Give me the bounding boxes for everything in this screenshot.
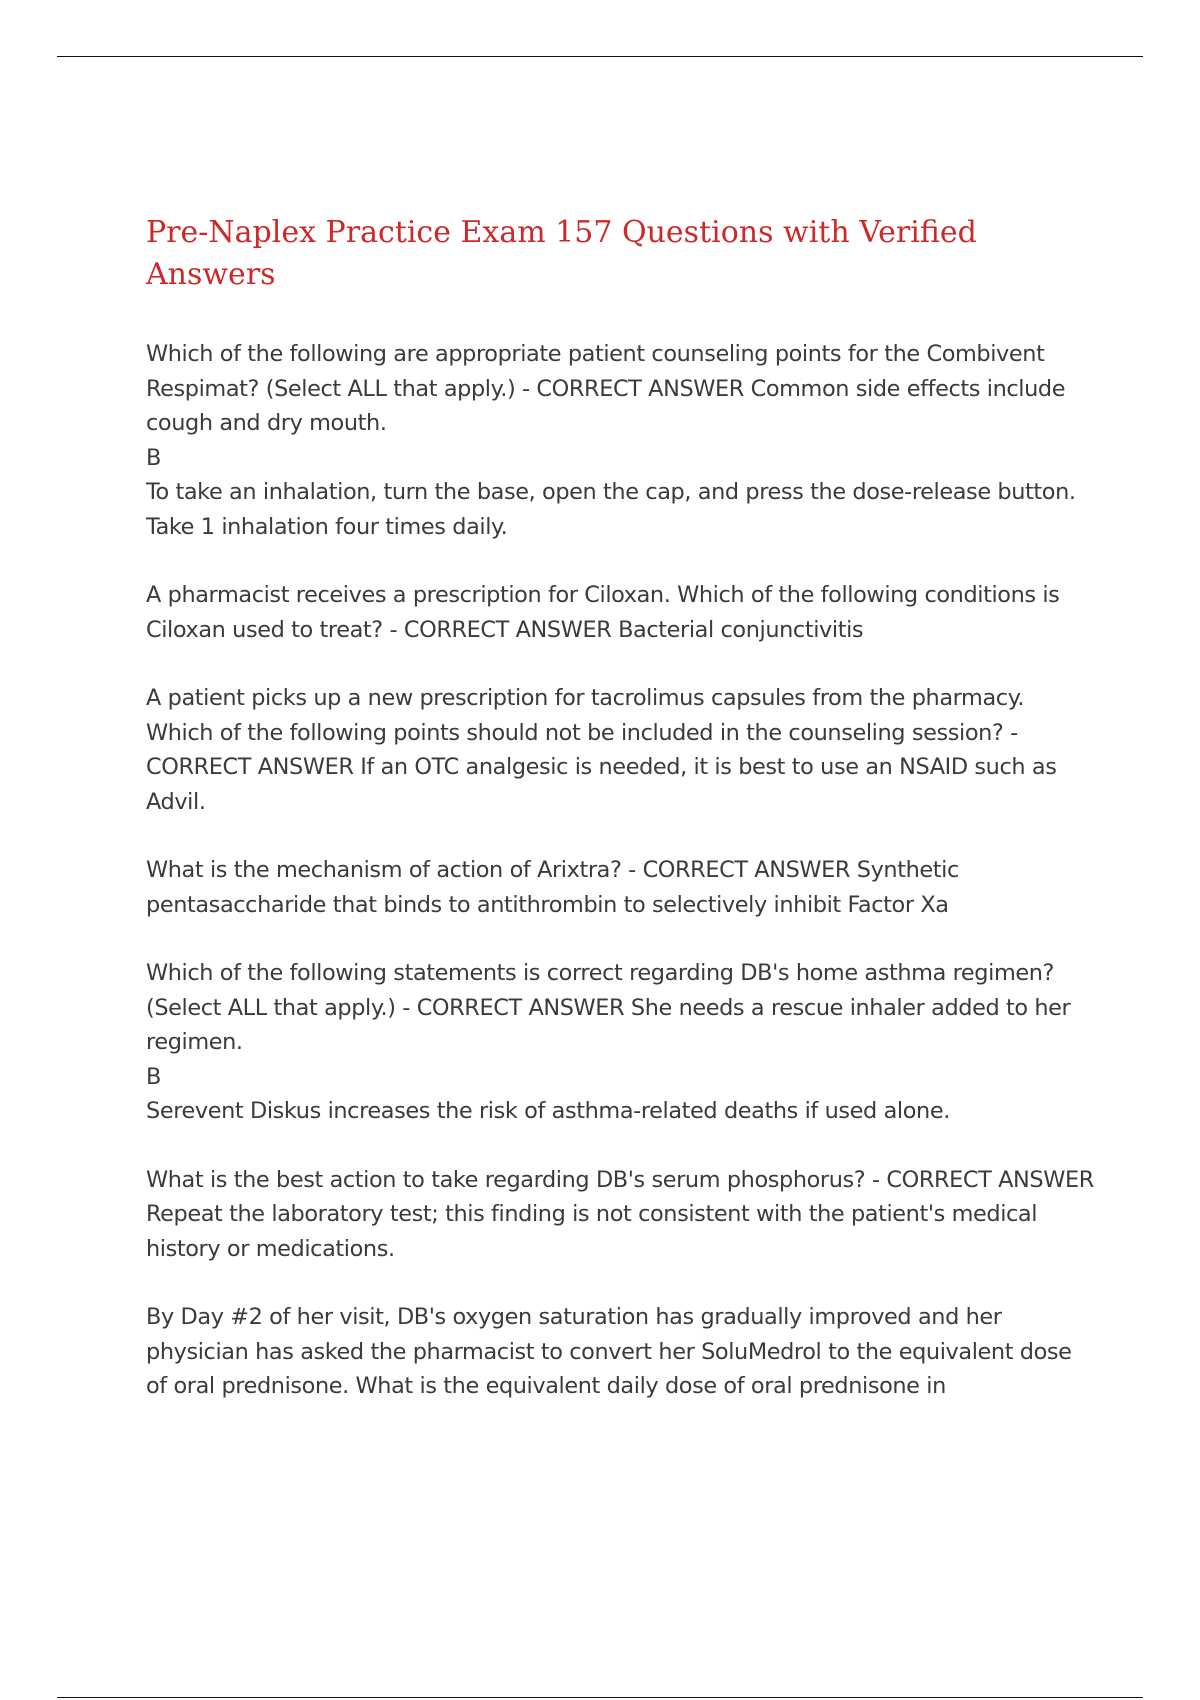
qa-line: By Day #2 of her visit, DB's oxygen saturation has gradually improved and her physician has asked the pharmacist to convert her SoluMedrol to the equivalent dose of oral prednisone. What is the equivalent daily dose of oral prednisone in (146, 1304, 1072, 1399)
qa-entry-3 (146, 681, 1096, 819)
qa-line: To take an inhalation, turn the base, open the cap, and press the dose-release button. (146, 479, 1076, 505)
qa-line: What is the mechanism of action of Arixtra? - CORRECT ANSWER Synthetic pentasaccharide that binds to antithrombin to selectively inhibit Factor Xa (146, 857, 959, 918)
qa-line: Which of the following are appropriate patient counseling points for the Combivent Respimat? (Select ALL that apply.) - CORRECT ANSWER Common side effects include cough and dry mouth. (146, 341, 1066, 436)
document-body (146, 212, 1096, 1438)
qa-entry-7 (146, 1300, 1096, 1404)
qa-entry-6 (146, 1163, 1096, 1267)
qa-entry-2 (146, 578, 1096, 647)
qa-line: B (146, 1063, 161, 1090)
qa-line: A pharmacist receives a prescription for Ciloxan. Which of the following conditions is Ciloxan used to treat? - CORRECT ANSWER Bacterial conjunctivitis (146, 582, 1060, 643)
qa-line: A patient picks up a new prescription for tacrolimus capsules from the pharmacy. Which of the following points should not be included in the counseling session? - CORRECT ANSWER If an OTC analgesic is needed, it is best to use an NSAID such as Advil. (146, 685, 1057, 815)
qa-line: B (146, 444, 161, 471)
qa-entry-5 (146, 956, 1096, 1129)
qa-line: Take 1 inhalation four times daily. (146, 513, 508, 540)
qa-line: What is the best action to take regarding DB's serum phosphorus? - CORRECT ANSWER Repeat the laboratory test; this finding is not consistent with the patient's medical history or medications. (146, 1166, 1094, 1262)
qa-line: Serevent Diskus increases the risk of asthma-related deaths if used alone. (146, 1098, 950, 1124)
footer-rule (57, 1697, 1143, 1698)
header-rule (57, 56, 1143, 57)
qa-entry-4 (146, 853, 1096, 922)
qa-entry-1 (146, 337, 1096, 544)
qa-line: Which of the following statements is correct regarding DB's home asthma regimen? (Select ALL that apply.) - CORRECT ANSWER She needs a rescue inhaler added to her regimen. (146, 960, 1071, 1055)
document-title: Pre-Naplex Practice Exam 157 Questions with Verified Answers (146, 215, 977, 292)
